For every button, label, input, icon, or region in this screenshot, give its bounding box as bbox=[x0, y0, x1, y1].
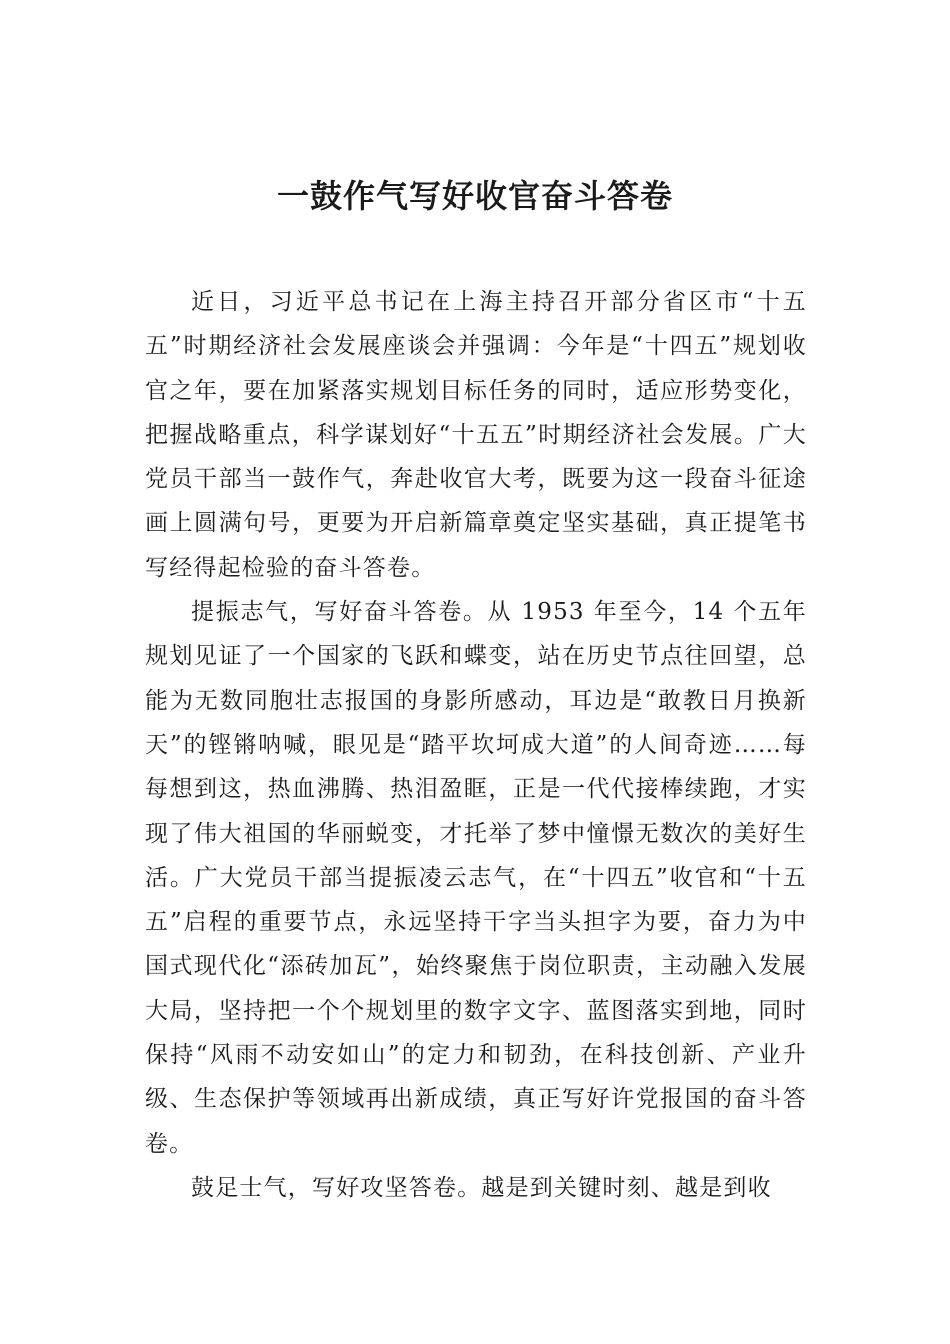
paragraph-ambition: 提振志气，写好奋斗答卷。从 1953 年至今，14 个五年规划见证了一个国家的飞跃和蝶变，站在历史节点往回望，总能为无数同胞壮志报国的身影所感动，耳边是“敢教日月换新天”的铿锵呐喊，眼见是“踏平坎坷成大道”的人间奇迹……每每想到这，热血沸腾、热泪盈眶，正是一代代接棒续跑，才实现了伟大祖国的华丽蜕变，才托举了梦中憧憬无数次的美好生活。广大党员干部当提振凌云志气，在“十四五”收官和“十五五”启程的重要节点，永远坚持干字当头担字为要，奋力为中国式现代化“添砖加瓦”，始终聚焦于岗位职责，主动融入发展大局，坚持把一个个规划里的数字文字、蓝图落实到地，同时保持“风雨不动安如山”的定力和韧劲，在科技创新、产业升级、生态保护等领域再出新成绩，真正写好许党报国的奋斗答卷。 bbox=[145, 599, 807, 1157]
paragraph-intro: 近日，习近平总书记在上海主持召开部分省区市“十五五”时期经济社会发展座谈会并强调：今年是“十四五”规划收官之年，要在加紧落实规划目标任务的同时，适应形势变化，把握战略重点，科学谋划好“十五五”时期经济社会发展。广大党员干部当一鼓作气，奔赴收官大考，既要为这一段奋斗征途画上圆满句号，更要为开启新篇章奠定坚实基础，真正提笔书写经得起检验的奋斗答卷。 bbox=[145, 289, 807, 581]
paragraph-morale: 鼓足士气，写好攻坚答卷。越是到关键时刻、越是到收 bbox=[191, 1174, 772, 1201]
document-body bbox=[145, 280, 807, 1210]
document-title: 一鼓作气写好收官奋斗答卷 bbox=[276, 177, 673, 215]
